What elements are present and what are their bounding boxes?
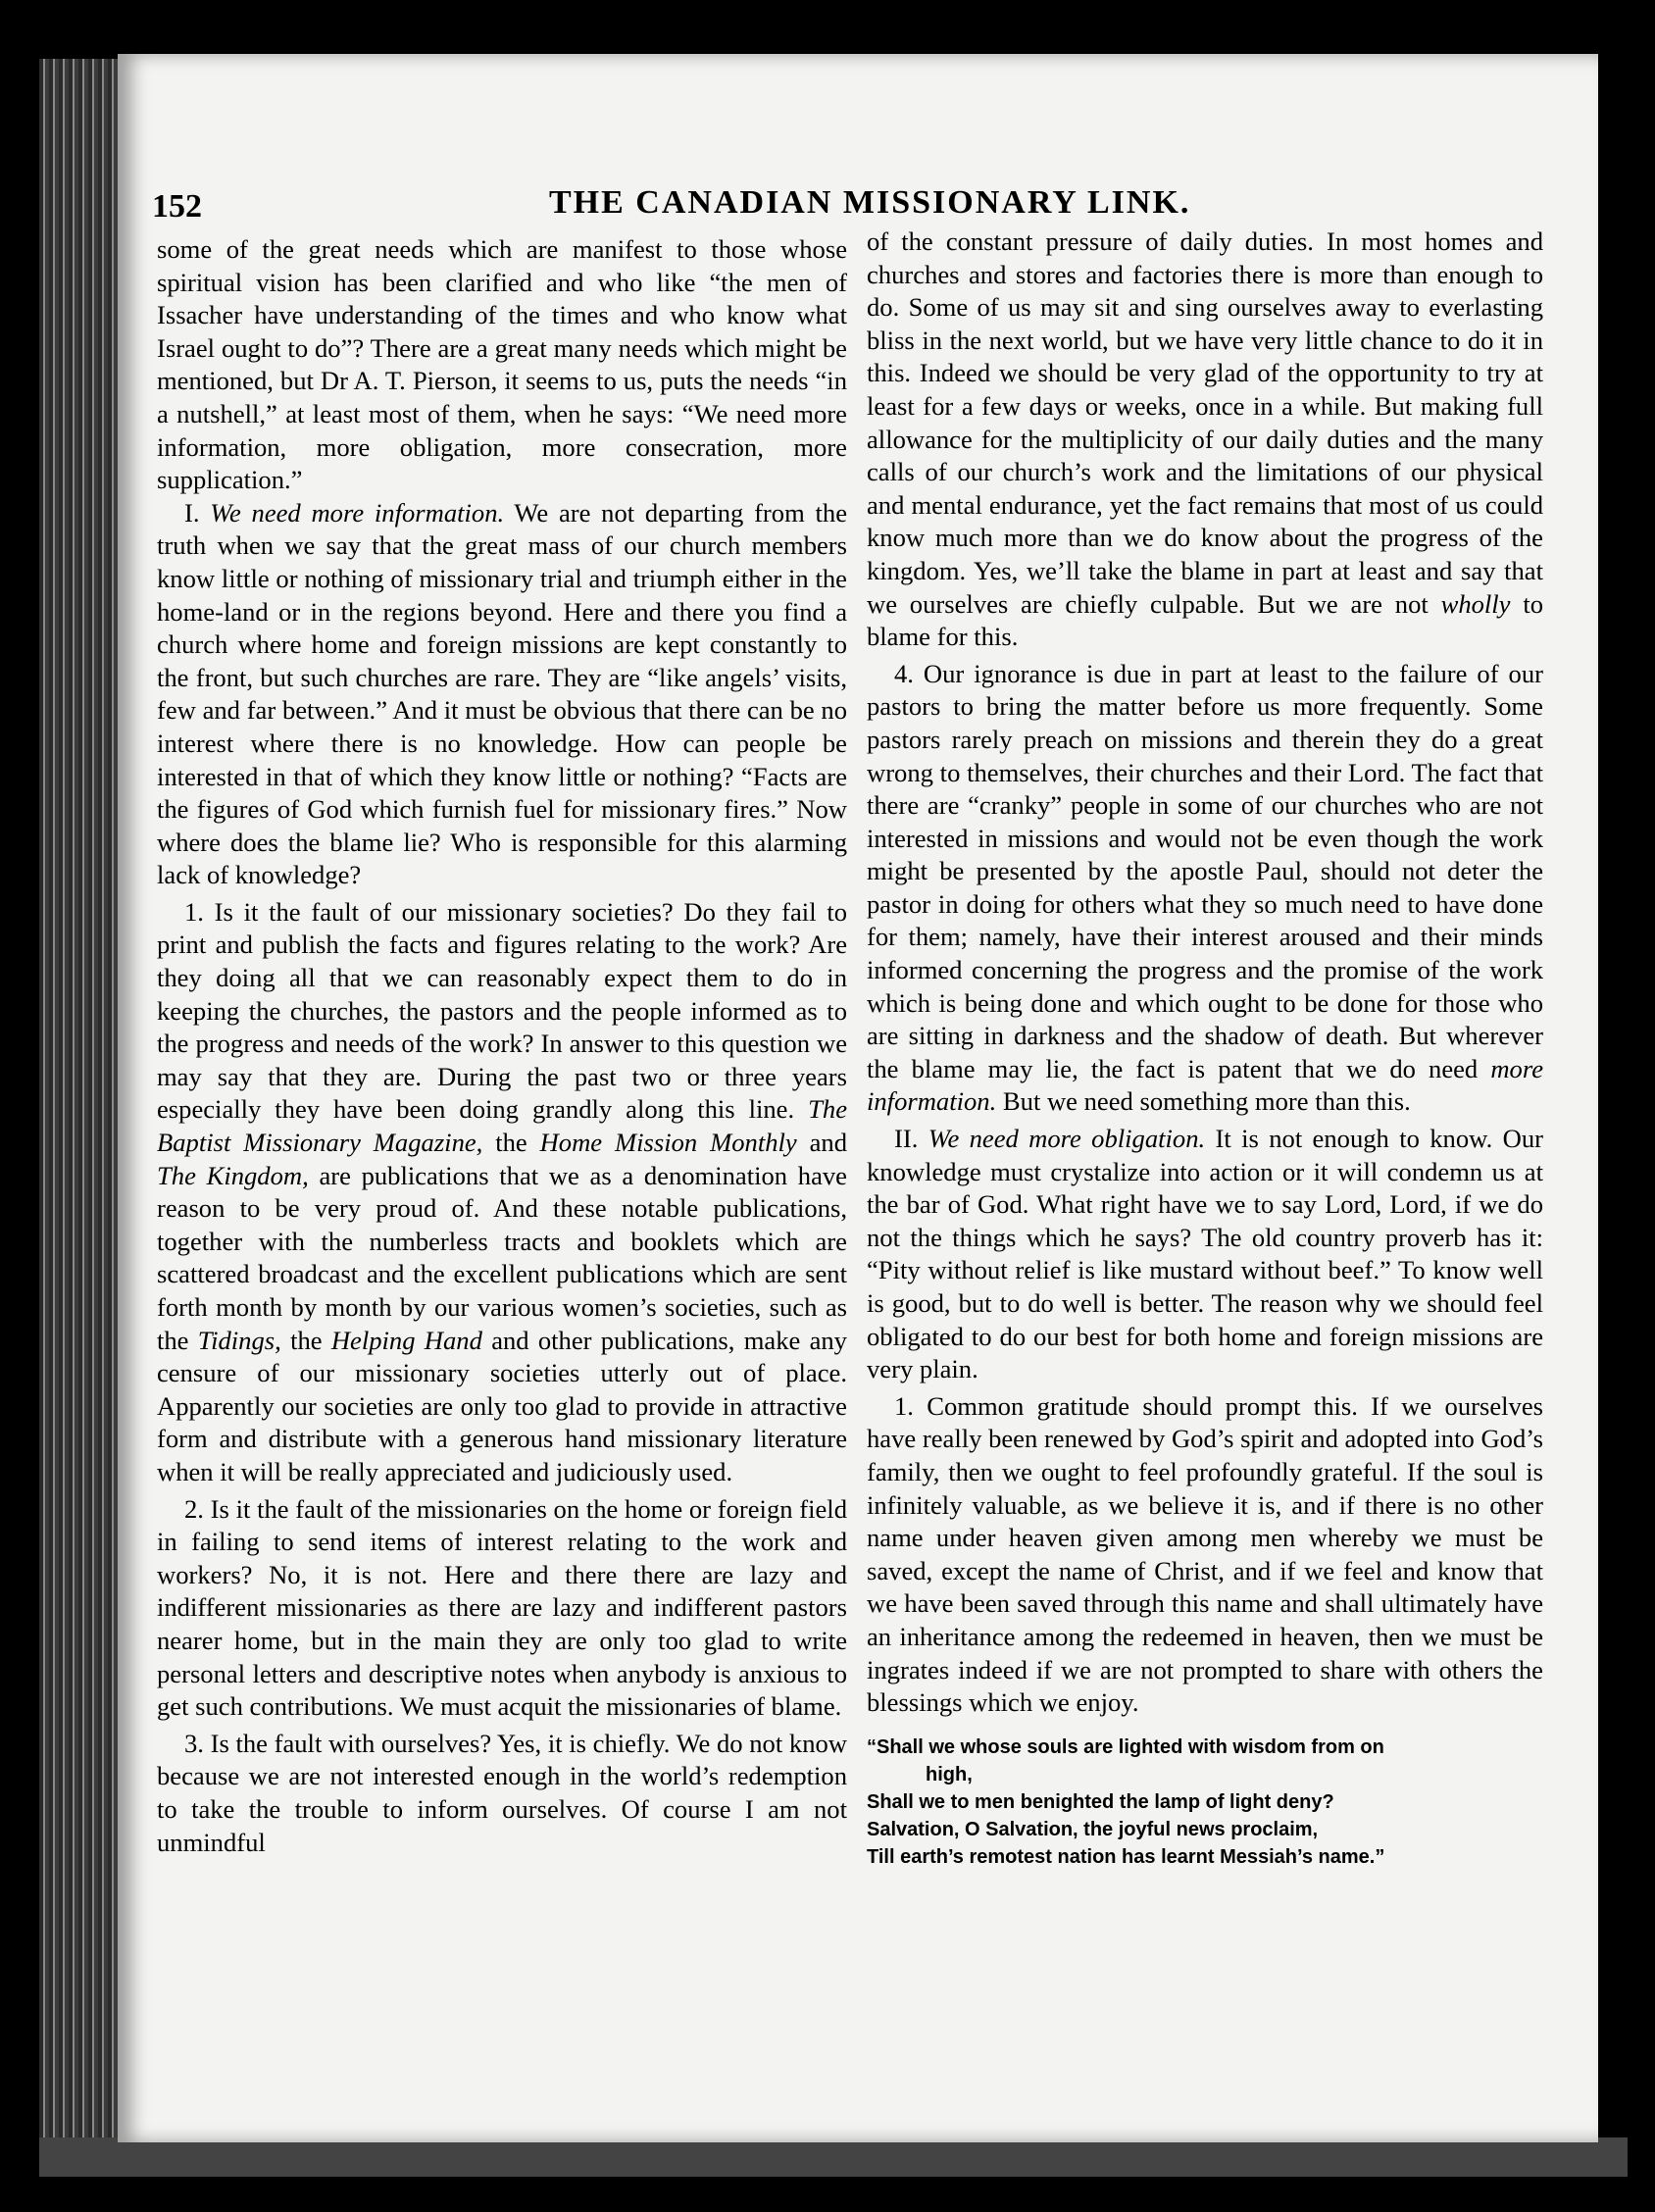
paragraph-point-3: 3. Is the fault with ourselves? Yes, it is chiefly. We do not know because we are not interested enough in the world’s redemption to take the trouble to inform ourselves. Of course I am not unmindful <box>157 1728 847 1857</box>
running-title: THE CANADIAN MISSIONARY LINK. <box>549 184 1191 221</box>
point-1-text: 1. Is it the fault of our missionary societies? Do they fail to print and publish the facts and figures relating to the work? Are they doing all that we can reasonably expect them to do in keeping the churches, the pastors and the people informed as to the progress and needs of the work? In answer to this question we may say that they are. During the past two or three years especially they have been doing grandly along this line. <box>157 896 847 1125</box>
paragraph-section-1 <box>157 497 847 892</box>
continued-text: of the constant pressure of daily duties. In most homes and churches and stores and factories there is more than enough to do. Some of us may sit and sing ourselves away to everlasting bliss in the next world, but we have very little chance to do it in this. Indeed we should be very glad of the opportunity to try at least for a few days or weeks, once in a while. But making full allowance for the multiplicity of our daily duties and the many calls of our church’s work and the limitations of our physical and mental endurance, yet the fact remains that most of us could know much more than we do know about the progress of the kingdom. Yes, we’ll take the blame in part at least and say that we ourselves are chiefly culpable. But we are not <box>867 226 1543 619</box>
emphasis-wholly: wholly <box>1440 588 1511 619</box>
book-bottom-edge <box>39 2137 1628 2177</box>
paragraph-point-4 <box>867 658 1543 1119</box>
point-1-text-c: and <box>809 1128 848 1158</box>
section-number: I. <box>184 497 200 528</box>
paragraph-section-2 <box>867 1123 1543 1386</box>
point-1-text-e: the <box>290 1325 323 1355</box>
hymn-line: Shall we to men benighted the lamp of light deny? <box>867 1790 1334 1813</box>
right-column <box>867 226 1543 1871</box>
hymn-line: Salvation, O Salvation, the joyful news proclaim, <box>867 1818 1319 1840</box>
paragraph-point-2: 2. Is it the fault of the missionaries on the home or foreign field in failing to send items of interest relating to the work and workers? No, it is not. Here and there there are lazy and indifferent missionaries as there are lazy and indifferent pastors nearer home, but in the main they are only too glad to write personal letters and descriptive notes when anybody is anxious to get such contributions. We must acquit the missionaries of blame. <box>157 1493 847 1722</box>
left-column <box>157 233 847 1859</box>
point-4-text-b: But we need something more than this. <box>1002 1086 1411 1117</box>
hymn-line-wrap: high, <box>926 1763 973 1785</box>
title-tidings: Tidings, <box>197 1325 281 1355</box>
section-body: We are not departing from the truth when we say that the great mass of our church members know little or nothing of missionary trial and triumph either in the home-land or in the regions beyond. Here and there you find a church where home and foreign missions are kept constantly to the front, but such churches are rare. They are “like angels’ visits, few and far between.” And it must be obvious that there can be no interest where there is no knowledge. How can people be interested in that of which they know little or nothing? “Facts are the figures of God which furnish fuel for missionary fires.” Now where does the blame lie? Who is responsible for this alarming lack of knowledge? <box>157 497 847 890</box>
hymn-line: “Shall we whose souls are lighted with wisdom from on <box>867 1735 1384 1758</box>
paragraph-continued <box>867 226 1543 654</box>
title-helping-hand: Helping Hand <box>330 1325 482 1355</box>
paragraph-gratitude: 1. Common gratitude should prompt this. If we ourselves have really been renewed by God’s spirit and adopted into God’s family, then we ought to feel profoundly grateful. If the soul is infinitely valuable, as we believe it is, and if there is no other name under heaven given among men whereby we must be saved, except the name of Christ, and if we feel and know that we have been saved through this name and shall ultimately have an inheritance among the redeemed in heaven, then we must be ingrates indeed if we are not prompted to share with others the blessings which we enjoy. <box>867 1390 1543 1718</box>
title-the-kingdom: The Kingdom, <box>157 1160 309 1190</box>
section-body: It is not enough to know. Our knowledge must crystalize into action or it will condemn us at the bar of God. What right have we to say Lord, Lord, if we do not the things which he says? The old country proverb has it: “Pity without relief is like mustard without beef.” To know well is good, but to do well is better. The reason why we should feel obligated to do our best for both home and foreign missions are very plain. <box>867 1124 1543 1384</box>
point-1-text-b: the <box>495 1128 527 1158</box>
emphasis-more-information: more information. <box>867 1053 1543 1117</box>
point-1-text-d: are publications that we as a denomination have reason to be very proud of. And these notable publications, together with the numberless tracts and booklets which are scattered broadcast and the excellent publications which are sent forth month by month by our various women’s societies, such as the <box>157 1160 847 1355</box>
continued-text-b: to blame for this. <box>867 588 1543 652</box>
hymn-line: Till earth’s remotest nation has learnt Messiah’s name.” <box>867 1845 1385 1868</box>
page-number: 152 <box>152 188 202 225</box>
section-heading: We need more information. <box>210 497 505 528</box>
section-number: II. <box>894 1124 919 1154</box>
paragraph-intro: some of the great needs which are manifest to those whose spiritual vision has been clarified and who like “the men of Issacher have understanding of the times and who know what Israel ought to do”? There are a great many needs which might be mentioned, but Dr A. T. Pierson, it seems to us, puts the needs “in a nutshell,” at least most of them, when he says: “We need more information, more obligation, more consecration, more supplication.” <box>157 234 847 495</box>
title-baptist-missionary-magazine: The Baptist Missionary Magazine, <box>157 1094 848 1158</box>
title-home-mission-monthly: Home Mission Monthly <box>539 1128 797 1158</box>
book-page-edges <box>39 59 127 2167</box>
section-heading: We need more obligation. <box>928 1124 1206 1154</box>
point-1-text-f: and other publications, make any censure of our missionary societies utterly out of place. Apparently our societies are only too glad to provide in attractive form and distribute with a generous hand missionary literature when it will be really appreciated and judiciously used. <box>157 1325 847 1486</box>
hymn-quote <box>867 1734 1543 1871</box>
point-4-text: 4. Our ignorance is due in part at least to the failure of our pastors to bring the matter before us more frequently. Some pastors rarely preach on missions and therein they do a great wrong to themselves, their churches and their Lord. The fact that there are “cranky” people in some of our churches who are not interested in missions and would not be even though the work might be presented by the apostle Paul, should not deter the pastor in doing for others what they so much need to have done for them; namely, have their interest aroused and their minds informed concerning the progress and the promise of the work which is being done and which ought to be done for those who are sitting in darkness and the shadow of death. But wherever the blame may lie, the fact is patent that we do need <box>867 658 1543 1083</box>
paragraph-point-1 <box>157 896 847 1489</box>
